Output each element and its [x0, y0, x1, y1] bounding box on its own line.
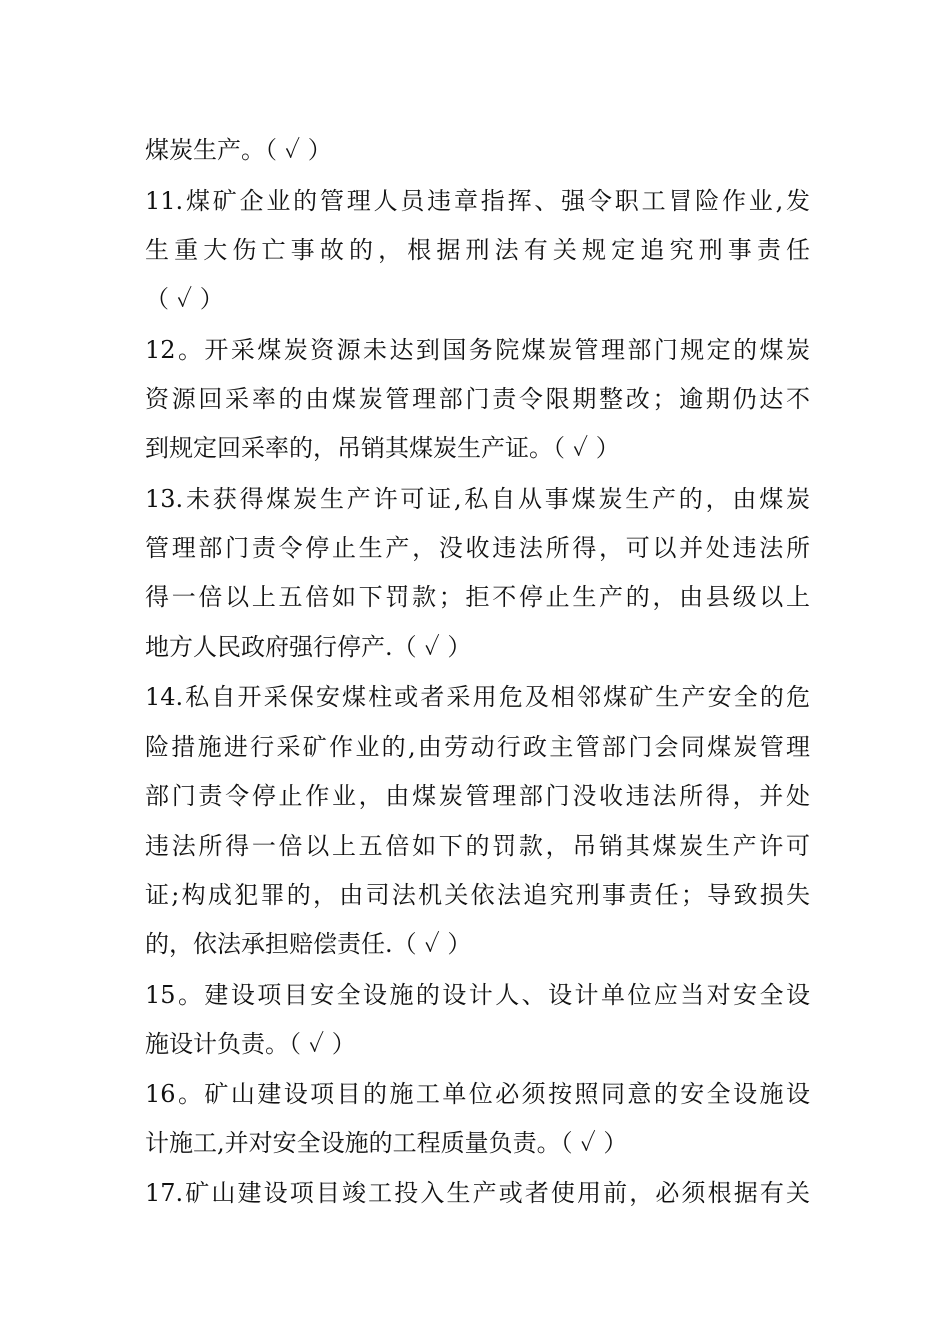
text-line: 到规定回采率的，吊销其煤炭生产证。（ ✓ ） [145, 434, 620, 462]
text-line: 资源回采率的由煤炭管理部门责令限期整改；逾期仍达不 [145, 385, 810, 413]
text-line: 煤炭生产。（ ✓ ） [145, 136, 332, 164]
text-line: 得一倍以上五倍如下罚款；拒不停止生产的，由县级以上 [145, 583, 810, 611]
text-line: 地方人民政府强行停产.（ ✓ ） [145, 633, 472, 661]
text-line: 违法所得一倍以上五倍如下的罚款，吊销其煤炭生产许可 [145, 832, 810, 860]
text-line: 15。建设项目安全设施的设计人、设计单位应当对安全设 [145, 981, 810, 1009]
text-line: 12。开采煤炭资源未达到国务院煤炭管理部门规定的煤炭 [145, 336, 810, 364]
text-line: 11.煤矿企业的管理人员违章指挥、强令职工冒险作业,发 [145, 187, 810, 215]
text-line: 生重大伤亡事故的，根据刑法有关规定追究刑事责任 [145, 236, 810, 264]
text-line: 险措施进行采矿作业的,由劳动行政主管部门会同煤炭管理 [145, 733, 810, 761]
text-line: 证;构成犯罪的，由司法机关依法追究刑事责任；导致损失 [145, 881, 810, 909]
text-line: （ ✓ ） [145, 285, 224, 313]
text-line: 管理部门责令停止生产，没收违法所得，可以并处违法所 [145, 534, 810, 562]
text-line: 16。矿山建设项目的施工单位必须按照同意的安全设施设 [145, 1080, 810, 1108]
text-line: 计施工,并对安全设施的工程质量负责。（ ✓ ） [145, 1129, 628, 1157]
text-line: 13.未获得煤炭生产许可证,私自从事煤炭生产的，由煤炭 [145, 485, 810, 513]
text-line: 14.私自开采保安煤柱或者采用危及相邻煤矿生产安全的危 [145, 683, 810, 711]
text-line: 部门责令停止作业，由煤炭管理部门没收违法所得，并处 [145, 782, 810, 810]
text-line: 17.矿山建设项目竣工投入生产或者使用前，必须根据有关 [145, 1179, 810, 1207]
text-line: 的，依法承担赔偿责任.（ ✓ ） [145, 930, 472, 958]
text-line: 施设计负责。（ ✓ ） [145, 1030, 356, 1058]
